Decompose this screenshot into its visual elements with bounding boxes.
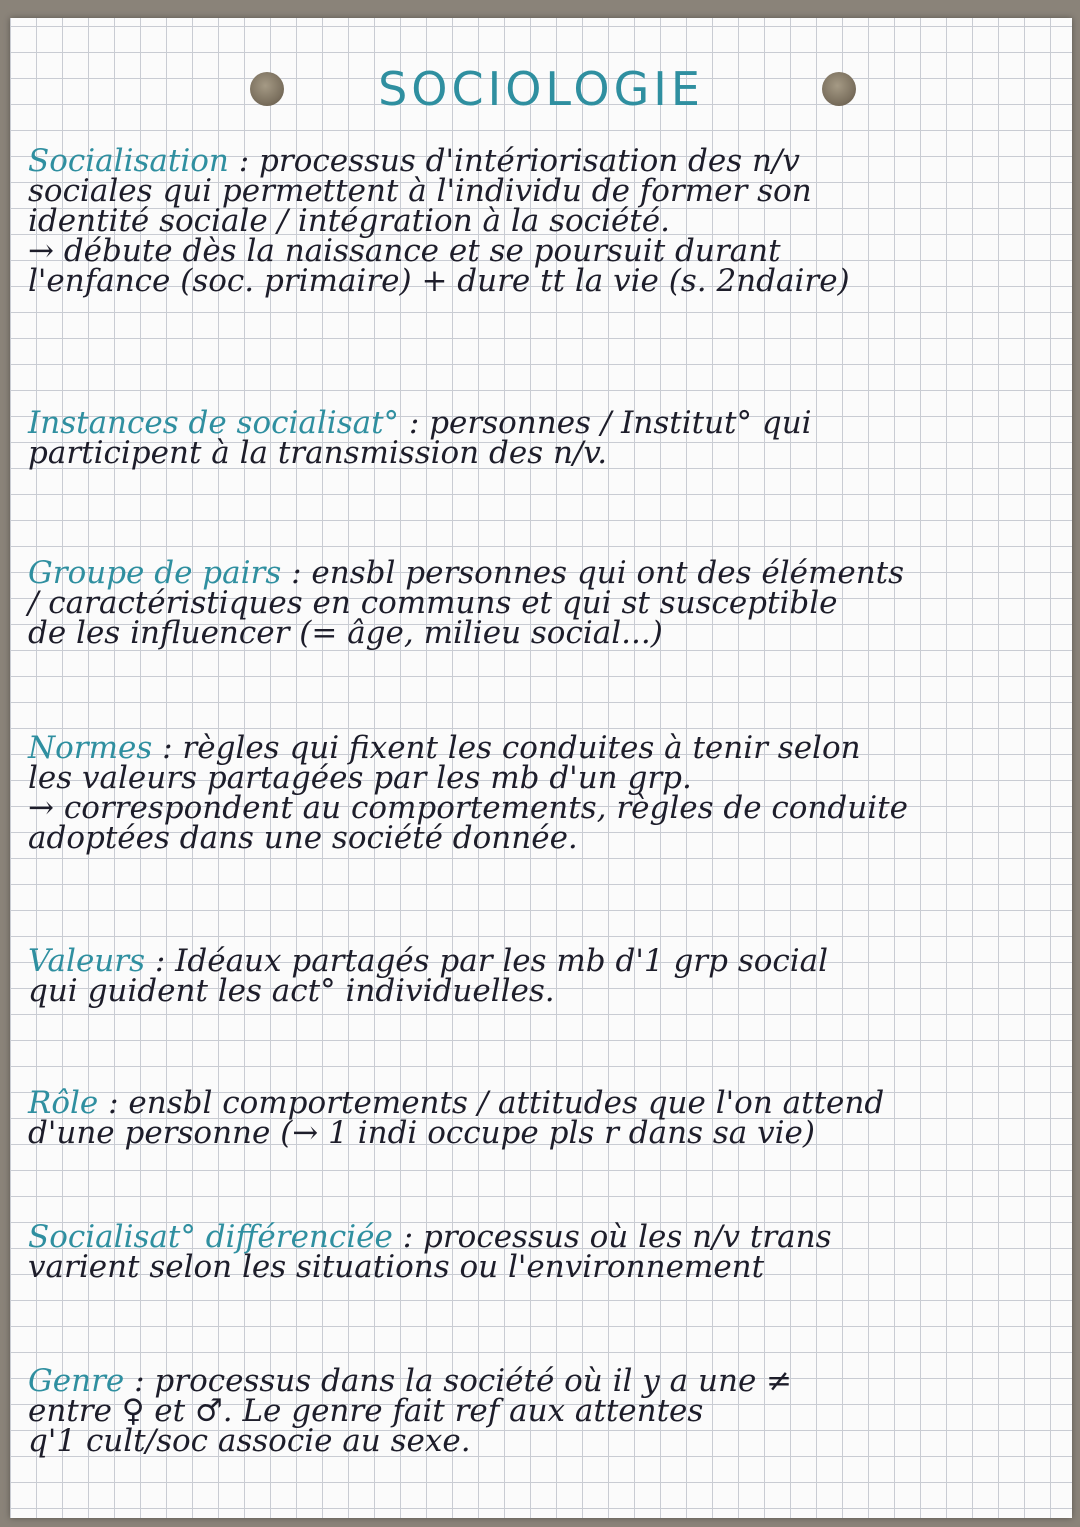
- term-heading: Genre: [28, 1363, 125, 1399]
- note-line: Socialisat° différenciée : processus où les n/v trans: [28, 1219, 832, 1255]
- note-line: Rôle : ensbl comportements / attitudes que l'on attend: [28, 1085, 885, 1121]
- entry-normes: [28, 730, 1058, 856]
- note-line: varient selon les situations ou l'environnement: [28, 1249, 765, 1285]
- entry-socialisation: [28, 143, 1058, 299]
- term-heading: Rôle: [28, 1085, 99, 1121]
- note-line: q'1 cult/soc associe au sexe.: [28, 1423, 471, 1459]
- note-line: Valeurs : Idéaux partagés par les mb d'1 grp social: [28, 943, 829, 979]
- term-heading: Groupe de pairs: [28, 555, 282, 591]
- entry-valeurs: [28, 943, 1058, 1009]
- note-line: → correspondent au comportements, règles de conduite: [28, 790, 908, 826]
- note-line: Socialisation : processus d'intériorisation des n/v: [28, 143, 800, 179]
- entry-socialisation-differenciee: [28, 1219, 1058, 1285]
- notebook-page: [10, 18, 1072, 1518]
- page-title: SOCIOLOGIE: [378, 62, 704, 116]
- term-heading: Socialisat° différenciée: [28, 1219, 393, 1255]
- term-heading: Socialisation: [28, 143, 229, 179]
- note-line: / caractéristiques en communs et qui st susceptible: [28, 585, 838, 621]
- entry-role: [28, 1085, 1058, 1151]
- note-line: Groupe de pairs : ensbl personnes qui ont des éléments: [28, 555, 905, 591]
- note-line: d'une personne (→ 1 indi occupe pls r dans sa vie): [28, 1115, 815, 1151]
- note-line: identité sociale / intégration à la société.: [28, 203, 670, 239]
- note-line: de les influencer (= âge, milieu social...): [28, 615, 663, 651]
- note-line: Normes : règles qui fixent les conduites à tenir selon: [28, 730, 861, 766]
- note-line: adoptées dans une société donnée.: [28, 820, 578, 856]
- note-line: Genre : processus dans la société où il y a une ≠: [28, 1363, 793, 1399]
- note-line: participent à la transmission des n/v.: [28, 435, 608, 471]
- note-line: Instances de socialisat° : personnes / Institut° qui: [28, 405, 812, 441]
- entry-groupe-de-pairs: [28, 555, 1058, 651]
- note-line: qui guident les act° individuelles.: [28, 973, 555, 1009]
- note-line: → débute dès la naissance et se poursuit durant: [28, 233, 781, 269]
- entry-genre: [28, 1363, 1058, 1459]
- note-line: l'enfance (soc. primaire) + dure tt la vie (s. 2ndaire): [28, 263, 850, 299]
- term-heading: Valeurs: [28, 943, 145, 979]
- note-line: sociales qui permettent à l'individu de former son: [28, 173, 812, 209]
- entry-instances-de-socialisation: [28, 405, 1058, 471]
- note-line: les valeurs partagées par les mb d'un grp.: [28, 760, 692, 796]
- term-heading: Instances de socialisat°: [28, 405, 400, 441]
- term-heading: Normes: [28, 730, 153, 766]
- note-line: entre ♀ et ♂. Le genre fait ref aux attentes: [28, 1393, 704, 1429]
